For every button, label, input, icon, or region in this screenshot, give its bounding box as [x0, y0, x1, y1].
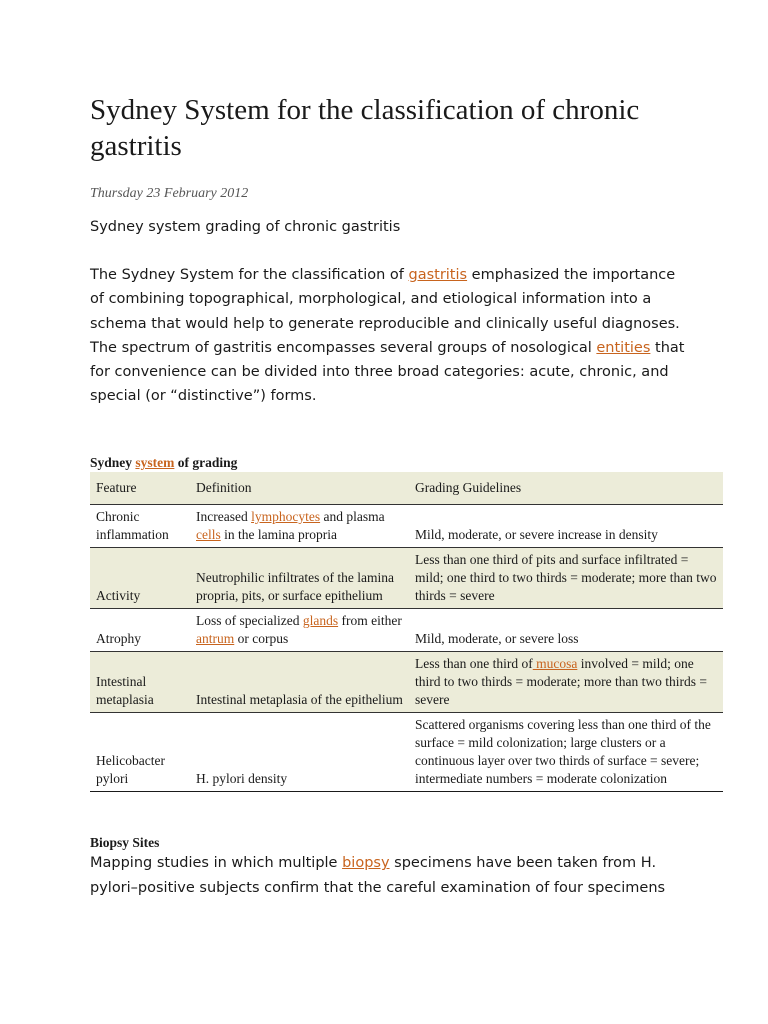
- cells-link[interactable]: cells: [196, 527, 221, 542]
- antrum-link[interactable]: antrum: [196, 631, 235, 646]
- grading-table: [90, 472, 723, 792]
- guideline-cell: Less than one third of mucosa involved = mild; one third to two thirds = moderate; more than two thirds = severe: [409, 652, 723, 713]
- biopsy-sites-heading: Biopsy Sites: [90, 835, 160, 850]
- feature-cell: Intestinal metaplasia: [90, 652, 190, 713]
- table-row: [90, 505, 723, 548]
- table-row: [90, 652, 723, 713]
- guideline-cell: Mild, moderate, or severe increase in density: [409, 505, 723, 548]
- table-row: [90, 548, 723, 609]
- header-definition: Definition: [190, 472, 409, 505]
- entities-link[interactable]: entities: [596, 339, 651, 356]
- table-header-row: [90, 472, 723, 505]
- definition-cell: Increased lymphocytes and plasma cells in the lamina propria: [190, 505, 409, 548]
- table-caption: Sydney system of grading: [90, 455, 238, 470]
- gastritis-link[interactable]: gastritis: [408, 267, 468, 283]
- guideline-cell: Less than one third of pits and surface infiltrated = mild; one third to two thirds = moderate; more than two thirds = severe: [409, 548, 723, 609]
- lymphocytes-link[interactable]: lymphocytes: [251, 509, 321, 524]
- table-row: [90, 713, 723, 792]
- guideline-cell: Scattered organisms covering less than one third of the surface = mild colonization; large clusters or a continuous layer over two thirds of surface = severe; intermediate numbers = moderate colonization: [409, 713, 723, 792]
- intro-text: [90, 263, 690, 409]
- definition-cell: Loss of specialized glands from either antrum or corpus: [190, 609, 409, 652]
- biopsy-link[interactable]: biopsy: [342, 855, 390, 871]
- definition-cell: Neutrophilic infiltrates of the lamina propria, pits, or surface epithelium: [190, 548, 409, 609]
- feature-cell: Activity: [90, 548, 190, 609]
- definition-cell: Intestinal metaplasia of the epithelium: [190, 652, 409, 713]
- feature-cell: Chronic inflammation: [90, 505, 190, 548]
- intro-paragraph-2: The spectrum of gastritis encompasses several groups of nosological entities that for convenience can be divided into three broad categories: acute, chronic, and special (or “distinctive”) forms.: [90, 339, 685, 405]
- section-subheading: Sydney system grading of chronic gastritis: [90, 219, 401, 235]
- feature-cell: Helicobacter pylori: [90, 713, 190, 792]
- glands-link[interactable]: glands: [302, 613, 339, 628]
- feature-cell: Atrophy: [90, 609, 190, 652]
- system-link[interactable]: system: [135, 455, 175, 470]
- page-title: Sydney System for the classification of chronic gastritis: [90, 94, 640, 162]
- biopsy-paragraph: Mapping studies in which multiple biopsy specimens have been taken from H. pylori–positive subjects confirm that the careful examination of four specimens: [90, 855, 666, 896]
- header-grading-guidelines: Grading Guidelines: [409, 472, 723, 505]
- mucosa-link[interactable]: mucosa: [532, 656, 578, 671]
- post-date: Thursday 23 February 2012: [90, 186, 249, 201]
- intro-paragraph-1: The Sydney System for the classification of gastritis emphasized the importance of combining topographical, morphological, and etiological information into a schema that would help to generate reproducible and clinically useful diagnoses.: [90, 267, 680, 332]
- table-row: [90, 609, 723, 652]
- header-feature: Feature: [90, 472, 190, 505]
- definition-cell: H. pylori density: [190, 713, 409, 792]
- guideline-cell: Mild, moderate, or severe loss: [409, 609, 723, 652]
